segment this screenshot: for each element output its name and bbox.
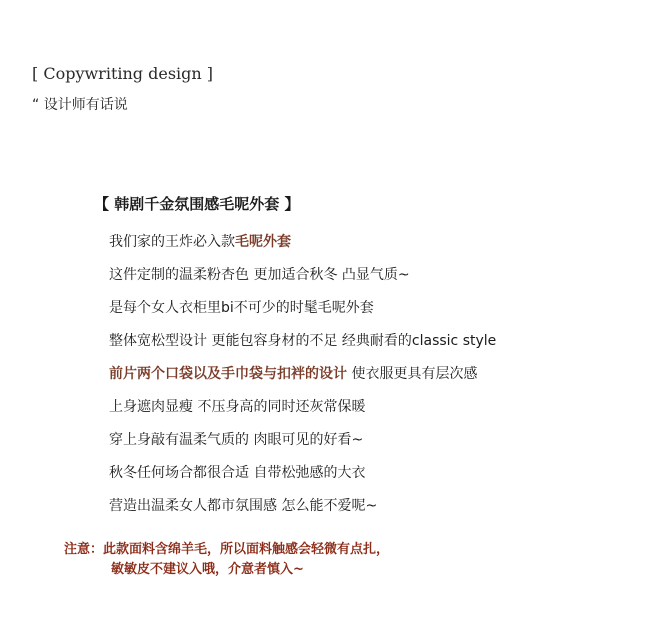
copy-lines xyxy=(109,232,496,529)
copy-line: 前片两个口袋以及手巾袋与扣袢的设计 使衣服更具有层次感 xyxy=(109,366,478,382)
highlight-text: 毛呢外套 xyxy=(235,234,291,250)
notice-line-1: 注意：此款面料含绵羊毛，所以面料触感会轻微有点扎， xyxy=(64,542,390,557)
highlight-text: 前片两个口袋以及手巾袋与扣袢的设计 xyxy=(109,366,347,382)
product-title: 【 韩剧千金氛围感毛呢外套 】 xyxy=(94,195,300,213)
copy-line: 是每个女人衣柜里bi不可少的时髦毛呢外套 xyxy=(109,300,374,316)
copy-line: 这件定制的温柔粉杏色 更加适合秋冬 凸显气质~ xyxy=(109,267,410,283)
copy-line: 我们家的王炸必入款毛呢外套 xyxy=(109,234,291,250)
copy-line: 穿上身敲有温柔气质的 肉眼可见的好看~ xyxy=(109,432,364,448)
header-chinese-subtitle: “ 设计师有话说 xyxy=(32,97,128,113)
copy-line: 营造出温柔女人都市氛围感 怎么能不爱呢~ xyxy=(109,498,378,514)
notice-line-2: 敏敏皮不建议入哦，介意者慎入~ xyxy=(111,562,304,577)
copy-line: 整体宽松型设计 更能包容身材的不足 经典耐看的classic style xyxy=(109,333,497,349)
material-notice xyxy=(64,540,389,580)
header-english-title: [ Copywriting design ] xyxy=(32,64,214,83)
copy-line: 上身遮肉显瘦 不压身高的同时还灰常保暖 xyxy=(109,399,366,415)
copy-line: 秋冬任何场合都很合适 自带松弛感的大衣 xyxy=(109,465,366,481)
